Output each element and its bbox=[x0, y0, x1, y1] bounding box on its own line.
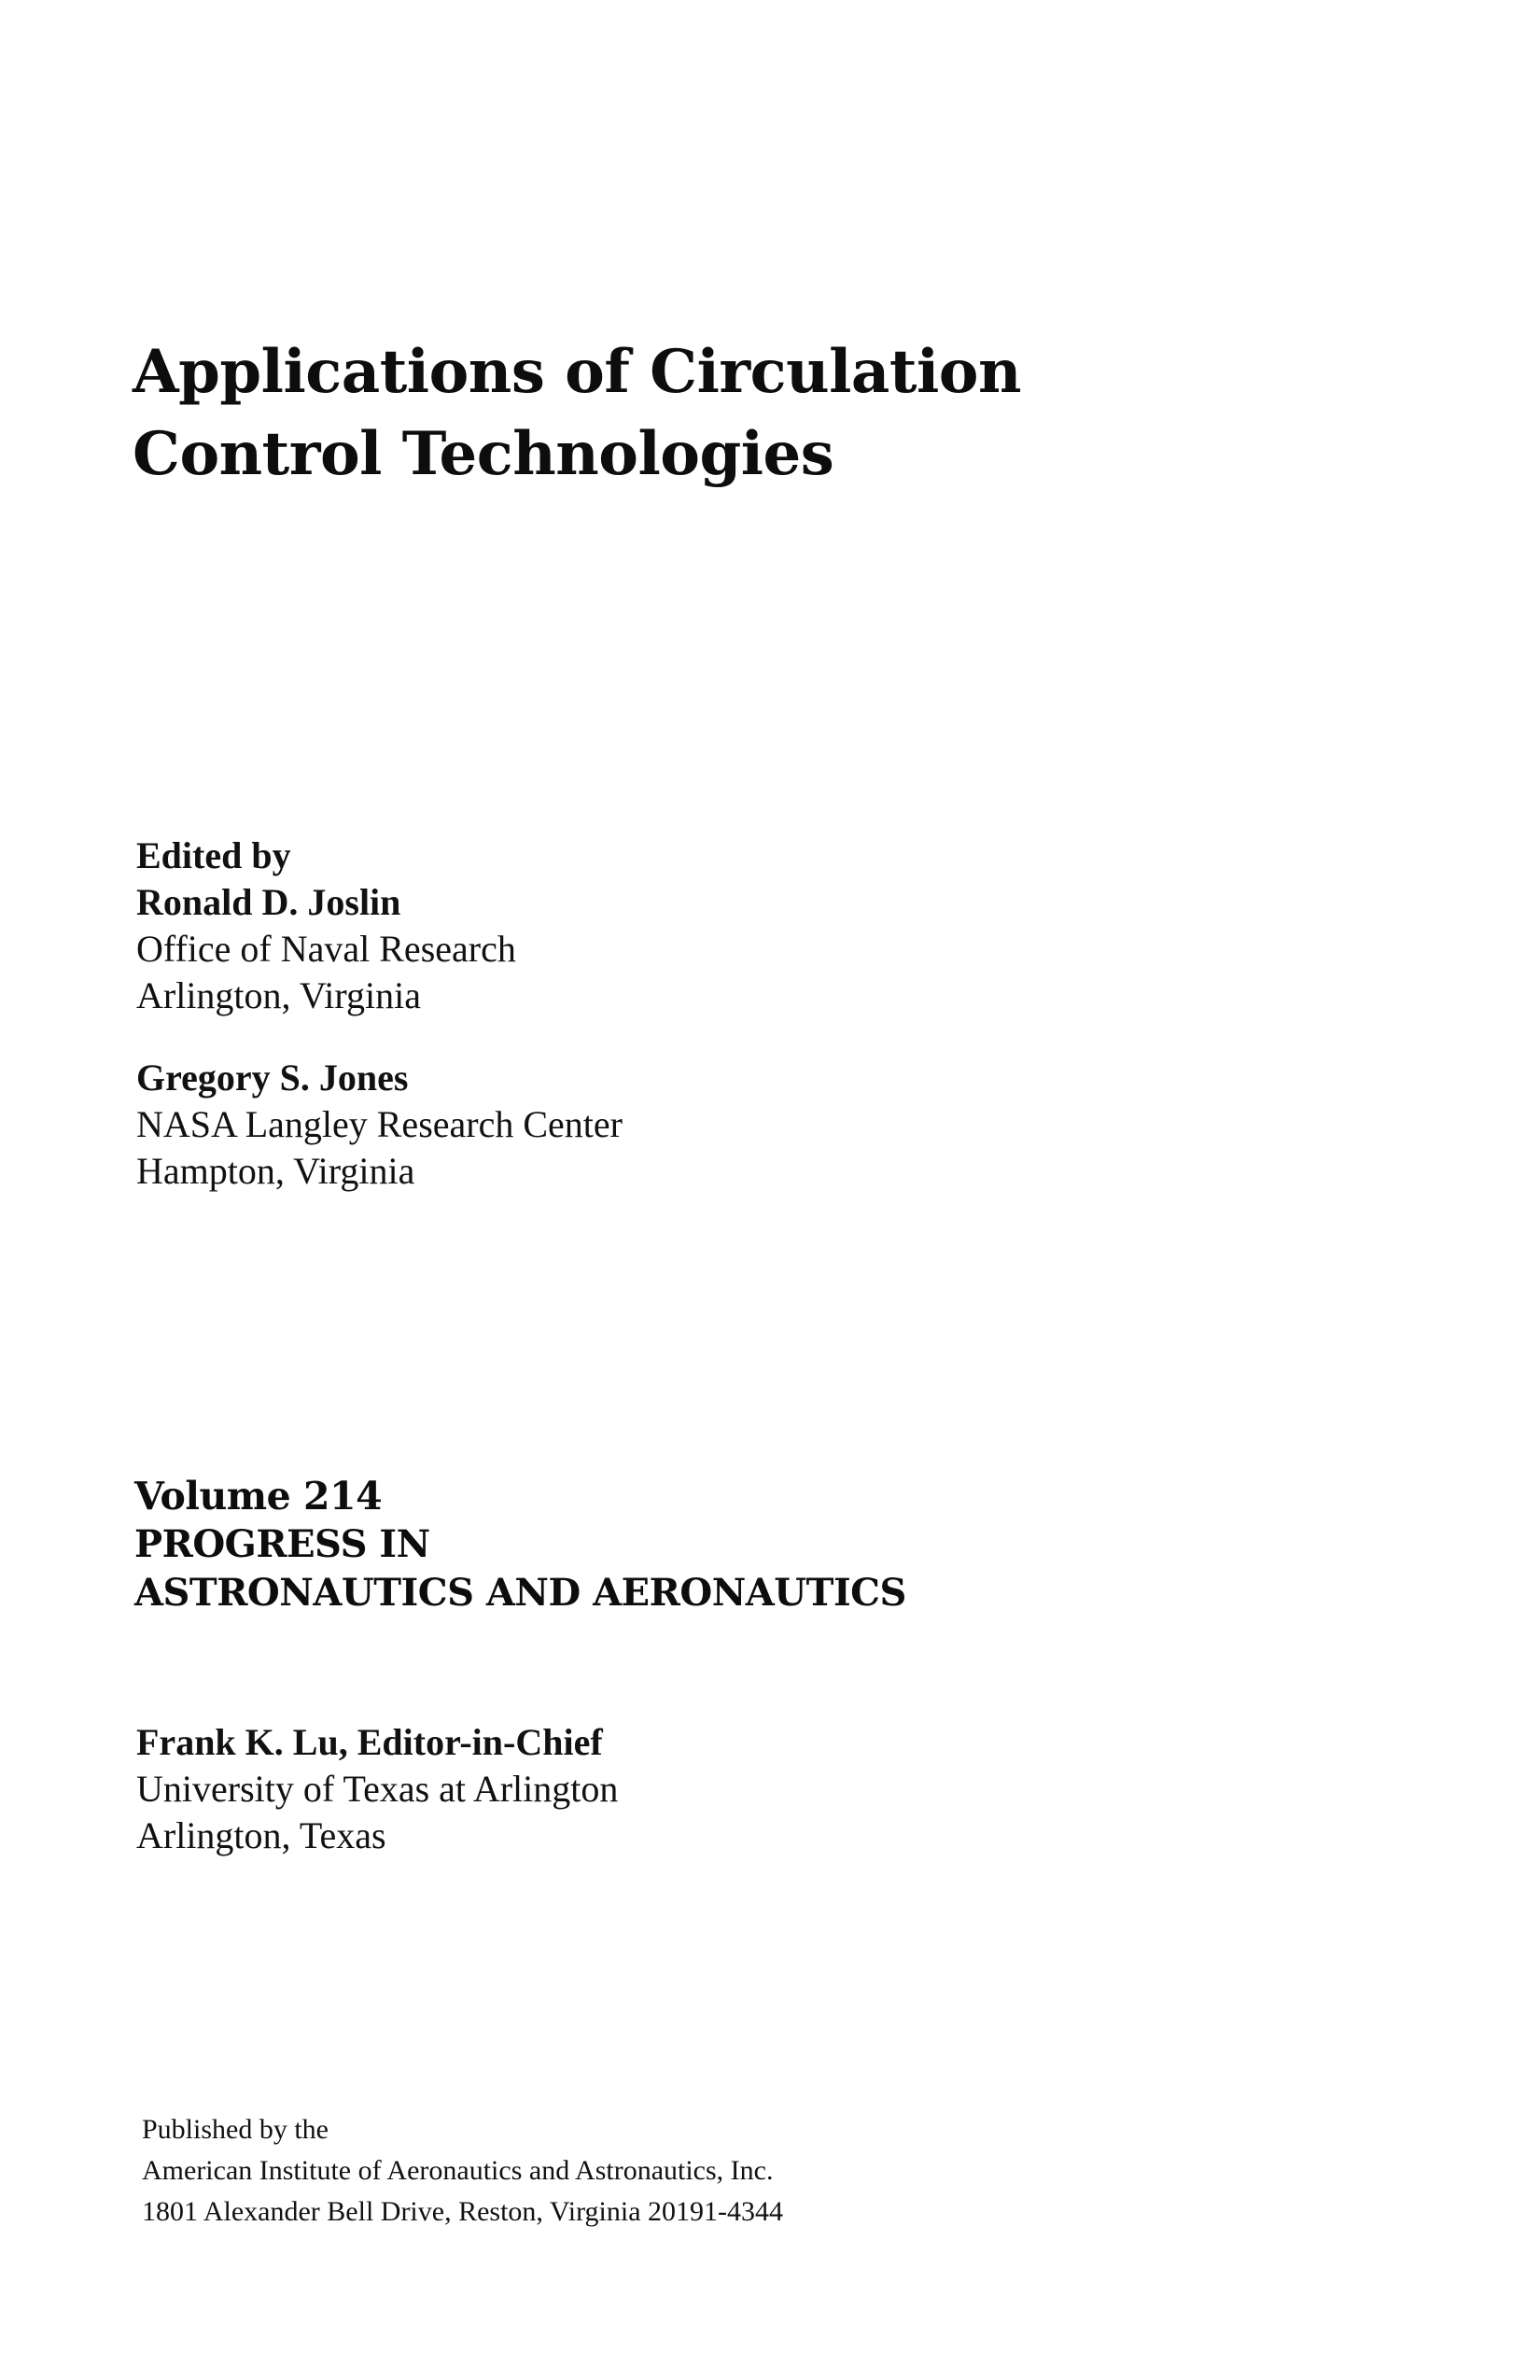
book-title bbox=[133, 331, 1021, 496]
editor-2-location: Hampton, Virginia bbox=[136, 1150, 415, 1192]
series-title-line-1: PROGRESS IN bbox=[134, 1522, 430, 1566]
book-title-line-1: Applications of Circulation bbox=[133, 337, 1021, 407]
editor-in-chief-block bbox=[136, 1719, 618, 1859]
publisher-block bbox=[142, 2109, 783, 2233]
edited-by-label: Edited by bbox=[136, 834, 291, 876]
publisher-address: 1801 Alexander Bell Drive, Reston, Virginia 20191-4344 bbox=[142, 2196, 783, 2227]
editor-2-name: Gregory S. Jones bbox=[136, 1057, 409, 1099]
editor-block-2 bbox=[136, 1055, 623, 1195]
publisher-line-1: Published by the bbox=[142, 2114, 329, 2145]
series-block bbox=[134, 1472, 906, 1617]
editor-1-name: Ronald D. Joslin bbox=[136, 881, 401, 923]
book-title-line-2: Control Technologies bbox=[133, 419, 834, 489]
editor-1-location: Arlington, Virginia bbox=[136, 974, 421, 1016]
series-title-line-2: ASTRONAUTICS AND AERONAUTICS bbox=[134, 1571, 906, 1615]
publisher-name: American Institute of Aeronautics and Astronautics, Inc. bbox=[142, 2155, 774, 2186]
editor-2-affiliation: NASA Langley Research Center bbox=[136, 1103, 623, 1145]
editor-1-affiliation: Office of Naval Research bbox=[136, 928, 516, 970]
editor-in-chief-affiliation: University of Texas at Arlington bbox=[136, 1768, 619, 1810]
editor-in-chief-location: Arlington, Texas bbox=[136, 1814, 386, 1856]
editor-in-chief-name: Frank K. Lu, Editor-in-Chief bbox=[136, 1721, 603, 1763]
editor-block-1 bbox=[136, 833, 516, 1019]
volume-number: Volume 214 bbox=[134, 1474, 383, 1519]
